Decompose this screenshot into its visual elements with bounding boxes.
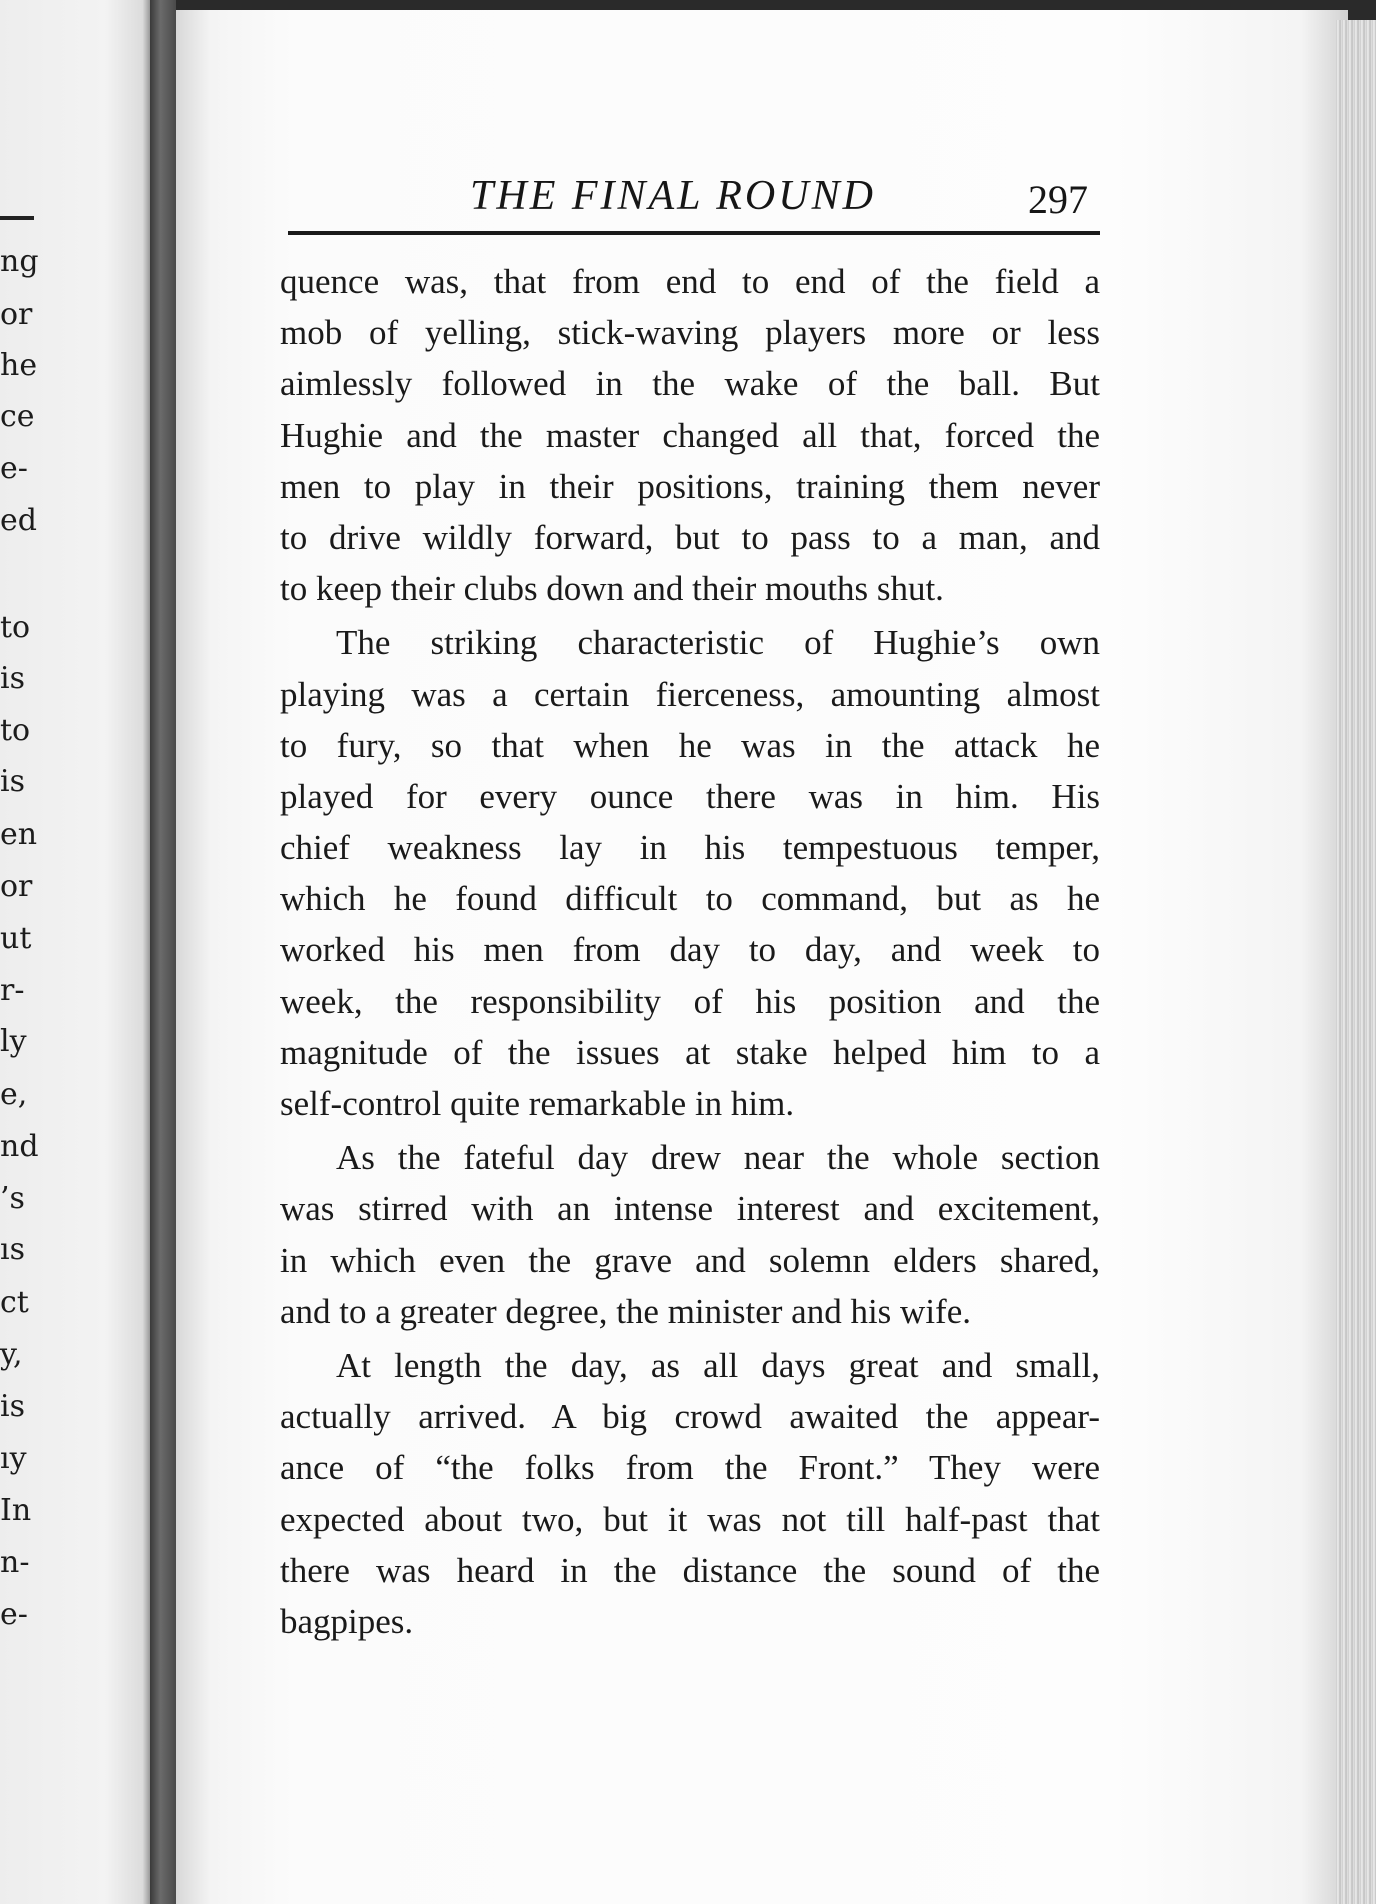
- previous-page-fragment: is: [0, 661, 25, 696]
- body-text: [280, 256, 1100, 1647]
- text-line: self-control quite remarkable in him.: [280, 1084, 795, 1123]
- text-line: At length the day, as all days great and small,: [336, 1345, 1100, 1385]
- previous-page-fragment: n-: [0, 1545, 30, 1580]
- text-line: The striking characteristic of Hughie’s own: [336, 623, 1100, 663]
- previous-page-fragment: r-: [0, 973, 25, 1008]
- text-line: expected about two, but it was not till half-past that: [280, 1499, 1100, 1539]
- previous-page-fragment: he: [0, 348, 38, 383]
- paragraph: [280, 256, 1100, 614]
- text-line: week, the responsibility of his position and the: [280, 981, 1100, 1021]
- previous-page-fragment: y,: [0, 1337, 23, 1372]
- previous-page-fragment: to: [0, 713, 31, 748]
- previous-page-fragment: en: [0, 817, 38, 852]
- previous-page-fragment: ıy: [0, 1441, 27, 1476]
- text-line: to keep their clubs down and their mouths shut.: [280, 569, 944, 609]
- previous-page-fragment: e,: [0, 1077, 28, 1112]
- text-line: aimlessly followed in the wake of the ball. But: [280, 364, 1100, 404]
- page-header: [288, 170, 1100, 240]
- text-line: Hughie and the master changed all that, forced the: [280, 415, 1100, 455]
- previous-page-fragment: ut: [0, 921, 32, 956]
- book-gutter: [150, 0, 176, 1904]
- previous-page-fragment: ng: [0, 244, 39, 279]
- text-line: there was heard in the distance the sound of the: [280, 1550, 1100, 1590]
- text-line: men to play in their positions, training them never: [280, 466, 1100, 506]
- previous-page-fragment: ce: [0, 399, 35, 434]
- text-line: was stirred with an intense interest and excitement,: [280, 1189, 1100, 1229]
- text-line: played for every ounce there was in him. His: [280, 776, 1100, 816]
- previous-page-fragment: is: [0, 1389, 25, 1424]
- text-line: to drive wildly forward, but to pass to a man, and: [280, 517, 1100, 557]
- previous-page-fragment: or: [0, 297, 33, 332]
- previous-page-fragment: ’s: [0, 1181, 25, 1216]
- text-line: actually arrived. A big crowd awaited the appear-: [280, 1397, 1100, 1437]
- text-line: to fury, so that when he was in the attack he: [280, 725, 1100, 765]
- text-line: playing was a certain fierceness, amounting almost: [280, 674, 1100, 714]
- previous-page-fragment: e-: [0, 1597, 28, 1632]
- text-line: ance of “the folks from the Front.” They were: [280, 1448, 1100, 1488]
- text-line: magnitude of the issues at stake helped him to a: [280, 1032, 1100, 1072]
- previous-page-edge: [0, 0, 150, 1904]
- previous-page-header-rule: [0, 216, 34, 220]
- header-rule: [288, 231, 1100, 235]
- previous-page-fragment: ct: [0, 1285, 29, 1320]
- previous-page-fragment: e-: [0, 451, 28, 486]
- paragraph: [280, 1340, 1100, 1647]
- text-line: As the fateful day drew near the whole section: [336, 1138, 1100, 1178]
- text-line: chief weakness lay in his tempestuous temper,: [280, 828, 1100, 868]
- previous-page-fragment: nd: [0, 1129, 39, 1164]
- page-stack-edges: [1336, 20, 1376, 1904]
- text-line: and to a greater degree, the minister and his wife.: [280, 1291, 971, 1331]
- paragraph: [280, 1132, 1100, 1337]
- previous-page-fragment: to: [0, 610, 31, 645]
- previous-page-fragment: ıs: [0, 1232, 25, 1267]
- previous-page-fragment: ly: [0, 1024, 27, 1059]
- previous-page-fragment: In: [0, 1493, 32, 1528]
- text-line: worked his men from day to day, and week to: [280, 930, 1100, 970]
- text-line: bagpipes.: [280, 1601, 414, 1641]
- text-line: in which even the grave and solemn elders shared,: [280, 1240, 1100, 1280]
- text-line: mob of yelling, stick-waving players more or less: [280, 313, 1100, 353]
- previous-page-fragment: ed: [0, 503, 37, 538]
- page-number: 297: [1028, 177, 1088, 222]
- previous-page-fragment: is: [0, 764, 25, 799]
- previous-page-fragment: or: [0, 869, 33, 904]
- text-line: quence was, that from end to end of the field a: [280, 262, 1100, 301]
- text-line: which he found difficult to command, but as he: [280, 879, 1100, 919]
- paragraph: [280, 617, 1100, 1129]
- running-title: THE FINAL ROUND: [470, 173, 876, 219]
